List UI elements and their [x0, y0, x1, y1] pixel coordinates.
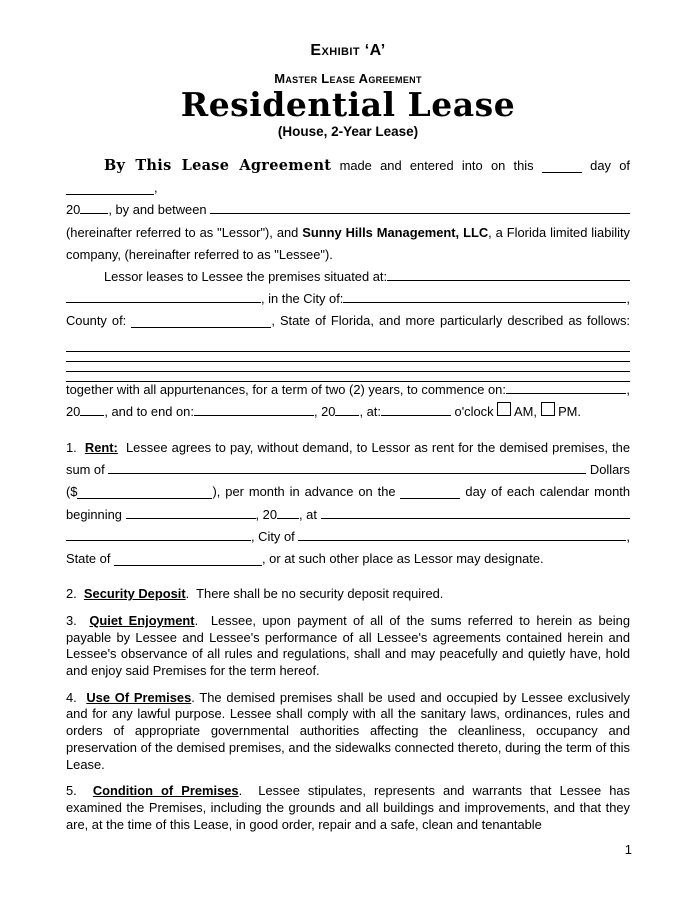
- text-run: ($: [66, 484, 78, 500]
- blank-field: [277, 506, 299, 519]
- blackletter-text: By This Lease Agreement: [104, 157, 332, 174]
- rent-section-line-6: [66, 548, 630, 570]
- blank-field: [80, 403, 104, 416]
- text-run: , 20: [313, 403, 336, 419]
- rent-section-line-5: [66, 526, 630, 548]
- term-line-2: [66, 401, 630, 423]
- checkbox-icon: [497, 402, 511, 416]
- document-body: [66, 155, 630, 833]
- text-run: , at:: [359, 403, 381, 419]
- text-run: AM,: [511, 403, 541, 419]
- checkbox-icon: [541, 402, 555, 416]
- text-run: made and entered into on this: [331, 158, 542, 173]
- document-header: [66, 42, 630, 140]
- text-run: beginning: [66, 506, 126, 522]
- blank-field: [66, 290, 261, 303]
- section-title: Quiet Enjoyment: [89, 612, 195, 628]
- text-run: , by and between: [108, 202, 211, 218]
- agreement-intro-line-1: [66, 155, 630, 199]
- text-run: County of:: [66, 313, 132, 329]
- text-run: Dollars: [586, 462, 630, 478]
- premises-line-3: [66, 310, 630, 332]
- text-run: State of: [66, 551, 115, 567]
- text-run: day of each calendar month: [460, 484, 630, 500]
- blank-field: [335, 403, 359, 416]
- blank-field: [387, 268, 630, 281]
- premises-line-2: [66, 288, 630, 310]
- text-run: company, (hereinafter referred to as "Lessee").: [66, 246, 333, 262]
- text-run: , or at such other place as Lessor may designate.: [262, 551, 544, 567]
- description-blank-line-3: [66, 359, 630, 369]
- text-run: sum of: [66, 462, 109, 478]
- blank-field: [506, 381, 626, 394]
- text-run: (hereinafter referred to as "Lessor"), and: [66, 224, 303, 240]
- text-run: , City of: [251, 528, 299, 544]
- blank-field: [194, 403, 314, 416]
- rent-section-line-4: [66, 504, 630, 526]
- blank-field: [210, 201, 630, 214]
- text-run: ), per month in advance on the: [212, 484, 401, 500]
- section-title: Rent:: [84, 440, 118, 456]
- blank-field: [542, 160, 582, 173]
- blank-field: [321, 506, 630, 519]
- text-run: o'clock: [450, 403, 498, 419]
- text-run: , at: [299, 506, 321, 522]
- blank-field: [66, 182, 154, 195]
- text-run: ,: [154, 180, 158, 196]
- text-run: ,: [626, 528, 630, 544]
- exhibit-heading: Exhibit ‘A’: [310, 42, 386, 59]
- text-run: 3.: [66, 612, 90, 628]
- blank-field: [126, 506, 256, 519]
- rent-section-line-3: [66, 481, 630, 503]
- text-run: , in the City of:: [261, 291, 344, 307]
- text-run: day of: [581, 158, 630, 173]
- security-deposit-section: [66, 586, 630, 603]
- blank-field: [343, 290, 626, 303]
- text-run: . Lessee, upon payment of all of the sums referred to herein as being payable by Lessee and Lessee's performance of all Lessee's agreements contained herein and Lessee's observance of all rules and regulations, shall and may peacefully and quietly have, hold and enjoy said Premises for the term hereof.: [66, 612, 630, 679]
- text-run: , a Florida limited liability: [488, 224, 630, 240]
- description-blank-line-4: [66, 369, 630, 379]
- text-run: ,: [626, 381, 630, 397]
- condition-of-premises-section: [66, 783, 630, 833]
- section-title: Security Deposit: [83, 586, 186, 602]
- text-run: PM.: [554, 403, 581, 419]
- term-line-1: [66, 379, 630, 401]
- text-run: 20: [66, 403, 81, 419]
- text-run: 20: [66, 202, 81, 218]
- blank-field: [114, 553, 262, 566]
- master-lease-heading: Master Lease Agreement: [274, 71, 422, 86]
- blank-field: [108, 461, 586, 474]
- text-run: Lessor leases to Lessee the premises situated at:: [104, 269, 388, 285]
- bold-text: Sunny Hills Management, LLC: [302, 224, 489, 240]
- section-title: Condition of Premises: [92, 783, 239, 799]
- agreement-intro-line-4: [66, 244, 630, 266]
- text-run: , State of Florida, and more particularly described as follows:: [271, 313, 630, 329]
- text-run: 5.: [66, 783, 93, 799]
- page-number: 1: [624, 842, 632, 857]
- document-title: Residential Lease: [180, 85, 516, 124]
- rent-section-line-1: [66, 437, 630, 459]
- quiet-enjoyment-section: [66, 613, 630, 680]
- text-run: 4.: [66, 689, 87, 705]
- text-run: together with all appurtenances, for a term of two (2) years, to commence on:: [66, 381, 506, 397]
- agreement-intro-line-2: [66, 199, 630, 221]
- blank-field: [298, 528, 626, 541]
- blank-field: [131, 315, 271, 328]
- blank-field: [66, 528, 251, 541]
- section-title: Use Of Premises: [86, 689, 192, 705]
- blank-field: [80, 201, 108, 214]
- premises-line-1: [66, 266, 630, 288]
- text-run: ,: [626, 291, 630, 307]
- blank-field: [77, 486, 212, 499]
- text-run: . Lessee stipulates, represents and warrants that Lessee has examined the Premises, including the grounds and all buildings and improvements, and that they are, at the time of this Lease, in good order, repair and a safe, clean and tenantable: [66, 783, 630, 832]
- rent-section-line-2: [66, 459, 630, 481]
- blank-field: [400, 486, 460, 499]
- text-run: , 20: [255, 506, 278, 522]
- text-run: 2.: [66, 586, 84, 602]
- text-run: . The demised premises shall be used and occupied by Lessee exclusively and for any lawful purpose. Lessee shall comply with all the sanitary laws, ordinances, rules and orders of appropriate governmental authorities affecting the cleanliness, occupancy and preservation of the demised premises, and the sidewalks connected thereto, during the term of this Lease.: [66, 689, 630, 772]
- use-of-premises-section: [66, 690, 630, 774]
- text-run: , and to end on:: [104, 403, 194, 419]
- description-blank-line-1: [66, 339, 630, 349]
- text-run: . There shall be no security deposit required.: [185, 586, 444, 602]
- blank-field: [381, 403, 451, 416]
- text-run: 1.: [66, 440, 85, 456]
- lease-type-subheading: (House, 2-Year Lease): [277, 124, 419, 139]
- text-run: Lessee agrees to pay, without demand, to Lessor as rent for the demised premises, the: [117, 440, 630, 456]
- description-blank-line-2: [66, 349, 630, 359]
- agreement-intro-line-3: [66, 222, 630, 244]
